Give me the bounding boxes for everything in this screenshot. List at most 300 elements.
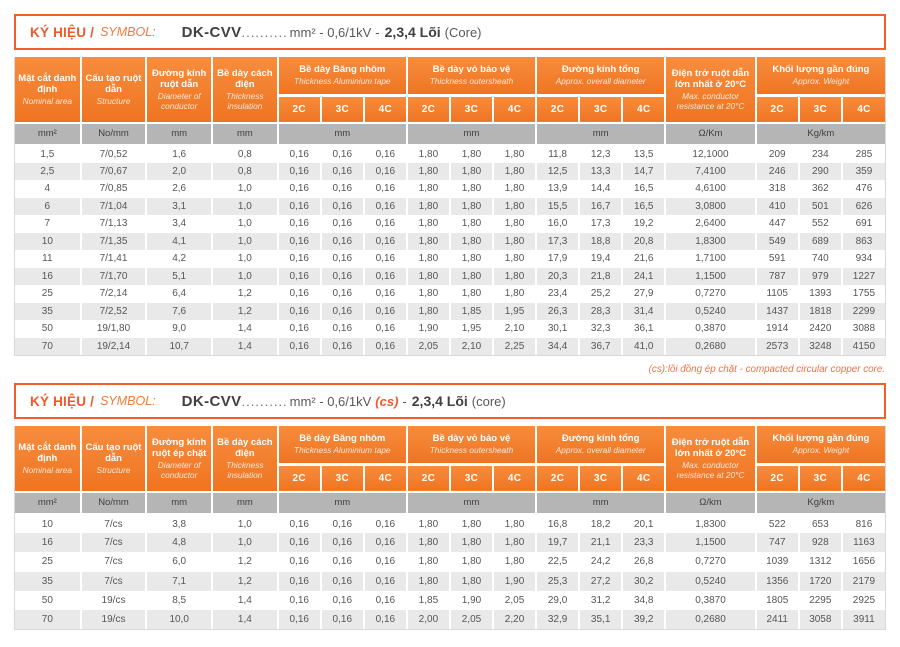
table-cell: 17,3 [579, 215, 622, 233]
table-cell: 34,4 [536, 338, 579, 356]
table-cell: 6,4 [146, 285, 212, 303]
table-cell: 0,16 [278, 514, 321, 533]
column-group-header [407, 426, 536, 464]
table-cell: 17,9 [536, 250, 579, 268]
unit-cell: mm² [15, 123, 81, 145]
table-cell: 0,16 [321, 610, 364, 629]
table-cell: 0,16 [321, 180, 364, 198]
table-cell: 1,80 [407, 533, 450, 552]
column-group-header [536, 57, 665, 95]
table-cell: 1720 [799, 572, 842, 591]
column-header-vi: Khối lượng gần đúng [772, 63, 870, 75]
column-subheader: 2C [407, 464, 450, 492]
table-cell: 19,2 [622, 215, 665, 233]
table-cell: 7/2,14 [81, 285, 147, 303]
table-cell: 13,3 [579, 163, 622, 181]
column-header-vi: Bề dày vỏ bảo vệ [432, 63, 511, 75]
table-cell: 979 [799, 268, 842, 286]
table-row [15, 285, 885, 303]
table-cell: 0,16 [321, 163, 364, 181]
table-cell: 0,16 [364, 320, 407, 338]
table-row [15, 233, 885, 251]
table-cell: 31,4 [622, 303, 665, 321]
table-cell: 1,8300 [665, 233, 755, 251]
column-subheader: 2C [756, 464, 799, 492]
column-header-vi: Cấu tạo ruột dẫn [85, 441, 142, 464]
column-header [146, 426, 212, 492]
table-cell: 1,80 [407, 552, 450, 571]
table-cell: 19/cs [81, 610, 147, 629]
column-header [15, 57, 81, 123]
table-cell: 30,2 [622, 572, 665, 591]
table-cell: 0,16 [278, 338, 321, 356]
unit-cell: mm [212, 492, 278, 514]
table-row [15, 338, 885, 356]
table-cell: 0,16 [278, 198, 321, 216]
symbol-label-en: SYMBOL: [100, 394, 156, 408]
column-subheader: 3C [799, 464, 842, 492]
column-subheader: 4C [493, 95, 536, 123]
table-row [15, 533, 885, 552]
table-cell: 0,16 [364, 180, 407, 198]
table-cell: 1,80 [450, 145, 493, 163]
column-header-en: Thickness Aluminium tape [294, 76, 391, 87]
table-cell: 2,20 [493, 610, 536, 629]
table-cell: 1,80 [407, 303, 450, 321]
table-cell: 1105 [756, 285, 799, 303]
table-cell: 0,16 [364, 533, 407, 552]
table-cell: 1,90 [450, 591, 493, 610]
table-cell: 1,80 [407, 198, 450, 216]
table-cell: 16,5 [622, 198, 665, 216]
column-header-en: Approx. Weight [792, 445, 850, 456]
column-header-vi: Bề dày vỏ bảo vệ [432, 432, 511, 444]
table-cell: 2411 [756, 610, 799, 629]
column-group-header [756, 57, 885, 95]
column-subheader: 2C [536, 464, 579, 492]
table-cell: 4150 [842, 338, 885, 356]
table-cell: 1,7100 [665, 250, 755, 268]
table-cell: 0,16 [364, 268, 407, 286]
table-cell: 4 [15, 180, 81, 198]
table-cell: 1,80 [407, 514, 450, 533]
unit-cell: mm [536, 123, 665, 145]
column-header [665, 426, 755, 492]
table-cell: 2925 [852, 594, 876, 606]
cs-flag: (cs) [375, 393, 399, 409]
column-group-header [756, 426, 885, 464]
table-cell: 0,16 [321, 552, 364, 571]
table-cell: 10 [15, 514, 81, 533]
table-cell: 1,80 [450, 533, 493, 552]
table-cell: 26,3 [536, 303, 579, 321]
table-cell: 0,16 [278, 233, 321, 251]
table-cell: 1,80 [407, 180, 450, 198]
table-cell: 234 [799, 145, 842, 163]
column-subheader: 2C [407, 95, 450, 123]
table-cell: 549 [756, 233, 799, 251]
column-header-vi: Điện trở ruột dẫn lớn nhất ở 20°C [671, 436, 750, 459]
table-cell: 1,0 [212, 198, 278, 216]
symbol-box-2 [14, 383, 886, 419]
table-cell: 1,80 [450, 552, 493, 571]
table-cell: 20,3 [536, 268, 579, 286]
cs-footnote: (cs):lõi đồng ép chặt - compacted circular copper core. [648, 364, 885, 375]
table-cell: 5,1 [146, 268, 212, 286]
table-cell: 1,0 [212, 514, 278, 533]
table-cell: 0,16 [278, 591, 321, 610]
table-cell: 3248 [799, 338, 842, 356]
table-cell: 1,80 [493, 215, 536, 233]
table-cell: 0,16 [364, 303, 407, 321]
column-header-en: Max. conductor resistance at 20°C [676, 460, 745, 480]
table-cell: 0,16 [364, 163, 407, 181]
table-cell: 6 [15, 198, 81, 216]
column-group-header [536, 426, 665, 464]
column-subheader: 3C [799, 95, 842, 123]
table-cell: 24,2 [579, 552, 622, 571]
table-row [15, 145, 885, 163]
table-cell: 19/1,80 [81, 320, 147, 338]
table-cell: 2179 [842, 572, 885, 591]
table-cell: 35,1 [579, 610, 622, 629]
table-cell: 1,80 [493, 163, 536, 181]
unit-cell: mm² [15, 492, 81, 514]
table-cell: 0,16 [278, 215, 321, 233]
table-row [15, 572, 885, 591]
table-cell: 30,1 [536, 320, 579, 338]
table-cell: 4,8 [146, 533, 212, 552]
table-cell: 1,2 [212, 572, 278, 591]
table-cell: 285 [855, 149, 873, 160]
table-cell: 0,16 [278, 145, 321, 163]
table-cell: 2420 [799, 320, 842, 338]
table-cell: 1,80 [407, 285, 450, 303]
table-cell: 1,80 [407, 233, 450, 251]
column-header-en: Approx. overall diameter [555, 445, 646, 456]
table-cell: 1,80 [407, 215, 450, 233]
table-cell: 1,80 [407, 268, 450, 286]
table-cell: 0,16 [364, 591, 407, 610]
table-cell: 9,0 [146, 320, 212, 338]
table-cell: 1,80 [493, 514, 536, 533]
table-cell: 27,9 [622, 285, 665, 303]
table-cell: 7/cs [81, 533, 147, 552]
table-cell: 501 [799, 198, 842, 216]
table-cell: 2,6400 [665, 215, 755, 233]
table-row [15, 268, 885, 286]
column-header-vi: Điện trở ruột dẫn lớn nhất ở 20°C [671, 67, 750, 90]
column-subheader: 2C [536, 95, 579, 123]
table-cell: 928 [799, 533, 842, 552]
column-header-en: Approx. overall diameter [555, 76, 646, 87]
table-cell: 1,80 [450, 250, 493, 268]
table-cell: 863 [842, 233, 885, 251]
column-header-vi: Đường kính ruột dẫn [152, 67, 207, 90]
table-cell: 747 [756, 533, 799, 552]
table-cell: 31,2 [579, 591, 622, 610]
column-header [146, 57, 212, 123]
table-cell: 32,3 [579, 320, 622, 338]
cores-label: 2,3,4 Lõi [384, 24, 441, 40]
table-cell: 10,7 [146, 338, 212, 356]
header-row-units [15, 492, 885, 514]
table-cell: 1,95 [493, 303, 536, 321]
table-cell: 1,4 [212, 610, 278, 629]
table-cell: 0,16 [364, 198, 407, 216]
table-cell: 3,1 [146, 198, 212, 216]
table-cell: 0,16 [278, 303, 321, 321]
table-cell: 2,00 [407, 610, 450, 629]
table-cell: 1805 [756, 591, 799, 610]
table-cell: 1,80 [493, 533, 536, 552]
table-cell: 1227 [842, 268, 885, 286]
table-cell: 0,16 [321, 145, 364, 163]
column-header-en: Thickness outersheath [429, 445, 514, 456]
table-cell: 29,0 [536, 591, 579, 610]
cores-suffix: (core) [471, 393, 506, 409]
table-cell: 0,16 [278, 180, 321, 198]
table-cell: 0,16 [321, 514, 364, 533]
dots-filler: .......... [241, 24, 288, 40]
table-cell: 447 [756, 215, 799, 233]
table-cell: 0,8 [212, 145, 278, 163]
table-cell: 7/0,52 [81, 145, 147, 163]
table-cell: 18,2 [579, 514, 622, 533]
table-cell: 21,6 [622, 250, 665, 268]
table-cell: 0,16 [364, 338, 407, 356]
table-cell: 11 [15, 250, 81, 268]
table-cell: 1,6 [146, 145, 212, 163]
column-header-vi: Đường kính tổng [561, 432, 640, 444]
unit-cell: No/mm [81, 123, 147, 145]
table-cell: 0,5240 [665, 572, 755, 591]
table-cell: 1,80 [493, 180, 536, 198]
header-row-units [15, 123, 885, 145]
unit-cell: mm [212, 123, 278, 145]
table-cell: 1,4 [212, 320, 278, 338]
table-row [15, 163, 885, 181]
table-cell: 0,7270 [665, 285, 755, 303]
column-header-vi: Đường kính tổng [561, 63, 640, 75]
table-cell: 7/1,04 [81, 198, 147, 216]
table-cell: 740 [799, 250, 842, 268]
table-cell: 1,80 [450, 285, 493, 303]
table-cell: 0,3870 [665, 591, 755, 610]
unit-cell: mm [407, 492, 536, 514]
table-cell: 16,0 [536, 215, 579, 233]
table-cell: 16 [15, 268, 81, 286]
column-header [81, 426, 147, 492]
table-cell: 1039 [756, 552, 799, 571]
table-cell: 13,5 [622, 145, 665, 163]
table-cell: 70 [15, 338, 81, 356]
column-header-en: Thickness outersheath [429, 76, 514, 87]
column-header-vi: Bề dày Băng nhôm [299, 432, 386, 444]
column-header [15, 426, 81, 492]
table-cell: 7/1,41 [81, 250, 147, 268]
table-cell: 1,80 [493, 285, 536, 303]
table-cell: 2,0 [146, 163, 212, 181]
table-cell: 1,2 [212, 552, 278, 571]
table-cell: 1,0 [212, 215, 278, 233]
table-cell: 1,0 [212, 268, 278, 286]
spec-table-1-wrap [14, 57, 886, 356]
table-cell: 3911 [842, 610, 885, 629]
table-cell: 7 [15, 215, 81, 233]
table-cell: 18,8 [579, 233, 622, 251]
table-cell: 2573 [756, 338, 799, 356]
table-cell: 16,5 [622, 180, 665, 198]
table-row [15, 552, 885, 571]
unit-cell: mm [536, 492, 665, 514]
column-header [212, 426, 278, 492]
column-subheader: 4C [622, 95, 665, 123]
table-cell: 0,16 [321, 215, 364, 233]
table-row [15, 610, 885, 629]
table-cell: 1,80 [450, 180, 493, 198]
table-cell: 21,1 [579, 533, 622, 552]
table-cell: 3,0800 [665, 198, 755, 216]
table-cell: 0,16 [364, 514, 407, 533]
table-cell: 7/2,52 [81, 303, 147, 321]
table-cell: 12,5 [536, 163, 579, 181]
table-cell: 2,25 [493, 338, 536, 356]
table-cell: 2,05 [407, 338, 450, 356]
table-cell: 0,5240 [665, 303, 755, 321]
table-cell: 1,80 [493, 250, 536, 268]
table-cell: 0,16 [321, 285, 364, 303]
table-cell: 0,16 [321, 572, 364, 591]
column-group-header [407, 57, 536, 95]
table-cell: 691 [855, 218, 873, 230]
table-cell: 1,80 [450, 572, 493, 591]
table-cell: 0,16 [364, 552, 407, 571]
table-cell: 0,16 [278, 250, 321, 268]
table-cell: 7,4100 [665, 163, 755, 181]
unit-cell: mm [146, 123, 212, 145]
table-cell: 25,3 [536, 572, 579, 591]
table-cell: 10,0 [146, 610, 212, 629]
table-cell: 1,80 [450, 163, 493, 181]
table-cell: 318 [756, 180, 799, 198]
table-cell: 0,3870 [665, 320, 755, 338]
table-cell: 0,8 [212, 163, 278, 181]
table-cell: 1,80 [450, 514, 493, 533]
table-cell: 7/0,85 [81, 180, 147, 198]
table-cell: 1,80 [493, 145, 536, 163]
table-cell: 1,80 [493, 233, 536, 251]
symbol-label-en: SYMBOL: [100, 25, 156, 39]
table-row [15, 198, 885, 216]
table-cell: 20,8 [622, 233, 665, 251]
column-subheader: 4C [842, 95, 885, 123]
column-header-en: Approx. Weight [792, 76, 850, 87]
table-cell: 787 [756, 268, 799, 286]
table-cell: 1,95 [450, 320, 493, 338]
table-cell: 7,6 [146, 303, 212, 321]
table-cell: 19/2,14 [81, 338, 147, 356]
table-cell: 27,2 [579, 572, 622, 591]
table-cell: 22,5 [536, 552, 579, 571]
table-cell: 934 [855, 253, 873, 265]
table-cell: 1,80 [493, 268, 536, 286]
table-cell: 0,16 [364, 215, 407, 233]
table-cell: 7,1 [146, 572, 212, 591]
table-cell: 0,16 [321, 320, 364, 338]
column-header-vi: Cấu tạo ruột dẫn [85, 72, 142, 95]
table-cell: 0,16 [278, 163, 321, 181]
table-cell: 11,8 [536, 145, 579, 163]
table-cell: 24,1 [622, 268, 665, 286]
unit-cell: mm [278, 492, 407, 514]
unit-cell: mm [146, 492, 212, 514]
table-cell: 7/cs [81, 552, 147, 571]
table-cell: 36,1 [622, 320, 665, 338]
unit-cell: Kg/km [756, 123, 885, 145]
dots-filler: .......... [241, 393, 288, 409]
table-cell: 12,1000 [665, 145, 755, 163]
table-cell: 0,16 [278, 533, 321, 552]
table-cell: 1437 [756, 303, 799, 321]
table-cell: 1,80 [407, 572, 450, 591]
table-cell: 209 [756, 145, 799, 163]
spec-table-1 [15, 57, 885, 355]
table-cell: 1656 [852, 556, 876, 568]
column-header-en: Diameter of conductor [157, 460, 201, 480]
column-subheader: 3C [321, 464, 364, 492]
table-cell: 0,16 [321, 591, 364, 610]
column-header-en: Thickness insulation [226, 460, 264, 480]
table-cell: 3058 [799, 610, 842, 629]
table-cell: 246 [756, 163, 799, 181]
column-subheader: 3C [579, 95, 622, 123]
table-cell: 21,8 [579, 268, 622, 286]
column-subheader: 2C [278, 464, 321, 492]
column-subheader: 4C [364, 464, 407, 492]
table-cell: 23,4 [536, 285, 579, 303]
spec-table-2 [15, 426, 885, 629]
table-cell: 0,16 [321, 303, 364, 321]
table-cell: 1,80 [450, 268, 493, 286]
column-subheader: 3C [321, 95, 364, 123]
unit-cell: mm [278, 123, 407, 145]
table-cell: 0,16 [278, 285, 321, 303]
column-header-vi: Đường kính ruột ép chặt [151, 436, 207, 459]
table-cell: 12,3 [579, 145, 622, 163]
unit-cell: No/mm [81, 492, 147, 514]
table-cell: 19/cs [81, 591, 147, 610]
table-cell: 1,0 [212, 233, 278, 251]
table-cell: 2,10 [493, 320, 536, 338]
table-cell: 1,80 [407, 145, 450, 163]
column-subheader: 4C [622, 464, 665, 492]
table-cell: 626 [842, 198, 885, 216]
table-cell: 410 [756, 198, 799, 216]
table-cell: 34,8 [622, 591, 665, 610]
table-cell: 0,16 [364, 285, 407, 303]
table-cell: 50 [15, 591, 81, 610]
table-cell: 15,5 [536, 198, 579, 216]
column-header-en: Max. conductor resistance at 20°C [676, 91, 745, 111]
table-cell: 25 [15, 552, 81, 571]
table-cell: 36,7 [579, 338, 622, 356]
column-header-en: Structure [96, 464, 131, 475]
cable-model: DK-CVV [181, 23, 242, 41]
table-cell: 0,16 [321, 198, 364, 216]
table-cell: 2295 [799, 591, 842, 610]
table-cell: 591 [756, 250, 799, 268]
